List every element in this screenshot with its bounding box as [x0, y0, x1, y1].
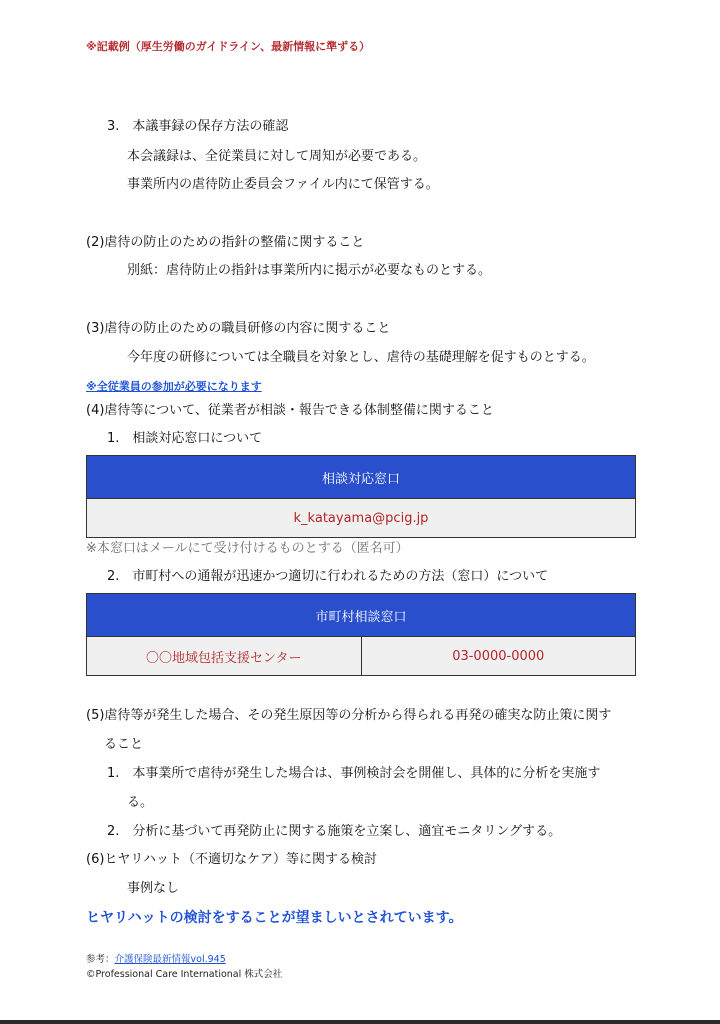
section5-item2: 2. 分析に基づいて再発防止に関する施策を立案し、適宜モニタリングする。	[107, 824, 562, 839]
table1-note: ※本窓口はメールにて受け付けるものとする（匿名可）	[86, 541, 409, 556]
municipal-table-header: 市町村相談窓口	[87, 594, 636, 637]
header-note: ※記載例（厚生労働のガイドライン、最新情報に準ずる）	[86, 40, 371, 53]
section5-item1-1: 1. 本事業所で虐待が発生した場合は、事例検討会を開催し、具体的に分析を実施す	[107, 766, 601, 781]
municipal-phone: 03-0000-0000	[361, 637, 636, 676]
page-bottom-border	[0, 1020, 720, 1024]
municipal-center-name: 〇〇地域包括支援センター	[87, 637, 362, 676]
section4-item2: 2. 市町村への通報が迅速かつ適切に行われるための方法（窓口）について	[107, 569, 549, 584]
section3-heading: (3)虐待の防止のための職員研修の内容に関すること	[86, 321, 391, 336]
section6-body: 事例なし	[127, 881, 180, 896]
section2-body: 別紙：虐待防止の指針は事業所内に掲示が必要なものとする。	[127, 263, 492, 278]
item3-heading: 3. 本議事録の保存方法の確認	[107, 119, 289, 134]
section4-item1: 1. 相談対応窓口について	[107, 431, 263, 446]
item3-line-2: 事業所内の虐待防止委員会ファイル内にて保管する。	[127, 177, 439, 192]
section6-highlight: ヒヤリハットの検討をすることが望ましいとされています。	[86, 910, 463, 926]
section5-heading-2: ること	[104, 737, 144, 752]
item3-line-1: 本会議録は、全従業員に対して周知が必要である。	[127, 149, 427, 164]
footer-ref-prefix: 参考：	[86, 954, 115, 965]
section2-heading: (2)虐待の防止のための指針の整備に関すること	[86, 235, 365, 250]
consultation-table	[86, 455, 636, 538]
consultation-table-header: 相談対応窓口	[87, 456, 636, 499]
footer-ref-link[interactable]: 介護保険最新情報vol.945	[114, 954, 226, 965]
section3-body: 今年度の研修については全職員を対象とし、虐待の基礎理解を促すものとする。	[127, 350, 595, 365]
section3-note: ※全従業員の参加が必要になります	[86, 380, 262, 393]
footer-reference	[86, 951, 226, 965]
section6-heading: (6)ヒヤリハット（不適切なケア）等に関する検討	[86, 852, 378, 867]
footer-copyright: ©Professional Care International 株式会社	[86, 969, 283, 980]
consultation-email: k_katayama@pcig.jp	[87, 499, 636, 538]
municipal-table	[86, 593, 636, 676]
section5-item1-2: る。	[127, 795, 154, 810]
section4-heading: (4)虐待等について、従業者が相談・報告できる体制整備に関すること	[86, 403, 494, 418]
section5-heading-1: (5)虐待等が発生した場合、その発生原因等の分析から得られる再発の確実な防止策に関す	[86, 708, 612, 723]
